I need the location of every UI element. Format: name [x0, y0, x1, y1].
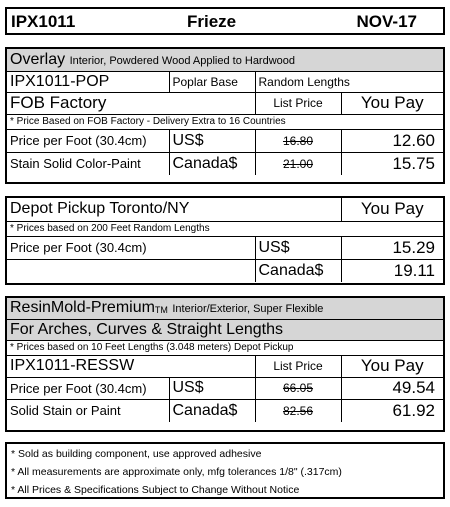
overlay-lengths: Random Lengths: [255, 71, 443, 92]
resin-title: ResinMold-Premium: [10, 299, 155, 317]
overlay-row-list-price: 21.00: [255, 152, 341, 175]
header-date: NOV-17: [356, 12, 417, 31]
overlay-base: Poplar Base: [169, 71, 255, 92]
overlay-row-list-price: 16.80: [255, 129, 341, 152]
depot-row-empty: [7, 259, 255, 282]
resin-you-pay-label: You Pay: [341, 355, 443, 377]
resin-table: [7, 298, 443, 422]
resin-row-currency: Canada$: [169, 399, 255, 422]
overlay-row-label: Stain Solid Color-Paint: [7, 152, 169, 175]
note-line: * Sold as building component, use approved adhesive: [11, 448, 262, 460]
overlay-fob: FOB Factory: [7, 92, 255, 114]
overlay-note: * Price Based on FOB Factory - Delivery Extra to 16 Countries: [7, 114, 443, 129]
resin-row-list-price: 66.05: [255, 377, 341, 399]
header-name: Frieze: [187, 12, 237, 31]
depot-row-you-pay: 19.11: [341, 259, 443, 282]
overlay-product-code: IPX1011-POP: [7, 71, 169, 92]
header-code: IPX1011: [11, 12, 76, 31]
overlay-section: [5, 47, 445, 184]
note-line: * All Prices & Specifications Subject to Change Without Notice: [11, 484, 300, 496]
overlay-you-pay-label: You Pay: [341, 92, 443, 114]
notes-box: [5, 442, 445, 499]
resin-section: [5, 296, 445, 432]
note-line: * All measurements are approximate only, mfg tolerances 1/8" (.317cm): [11, 466, 342, 478]
resin-row-you-pay: 61.92: [341, 399, 443, 422]
resin-row-you-pay: 49.54: [341, 377, 443, 399]
trademark-mark: TM: [154, 305, 168, 316]
depot-note: * Prices based on 200 Feet Random Lengths: [7, 221, 443, 236]
depot-title: Depot Pickup Toronto/NY: [7, 198, 341, 221]
resin-subtitle-2: For Arches, Curves & Straight Lengths: [7, 319, 443, 340]
overlay-list-price-label: List Price: [255, 92, 341, 114]
header-box: [5, 7, 445, 35]
overlay-row-currency: US$: [169, 129, 255, 152]
depot-row-currency: Canada$: [255, 259, 341, 282]
resin-note: * Prices based on 10 Feet Lengths (3.048 meters) Depot Pickup: [7, 340, 443, 355]
overlay-subtitle: Interior, Powdered Wood Applied to Hardwood: [69, 54, 296, 67]
overlay-row-label: Price per Foot (30.4cm): [7, 129, 169, 152]
resin-row-currency: US$: [169, 377, 255, 399]
resin-row-list-price: 82.56: [255, 399, 341, 422]
resin-row-label: Solid Stain or Paint: [7, 399, 169, 422]
resin-product-code: IPX1011-RESSW: [7, 355, 255, 377]
overlay-title: Overlay: [10, 50, 66, 68]
depot-row-you-pay: 15.29: [341, 236, 443, 259]
overlay-row-you-pay: 12.60: [341, 129, 443, 152]
depot-row-label: Price per Foot (30.4cm): [7, 236, 255, 259]
depot-you-pay-label: You Pay: [341, 198, 443, 221]
depot-row-currency: US$: [255, 236, 341, 259]
depot-section: [5, 196, 445, 285]
overlay-row-you-pay: 15.75: [341, 152, 443, 175]
resin-row-label: Price per Foot (30.4cm): [7, 377, 169, 399]
resin-list-price-label: List Price: [255, 355, 341, 377]
overlay-row-currency: Canada$: [169, 152, 255, 175]
resin-subtitle: Interior/Exterior, Super Flexible: [172, 303, 324, 316]
depot-table: [7, 198, 443, 282]
overlay-table: [7, 49, 443, 175]
